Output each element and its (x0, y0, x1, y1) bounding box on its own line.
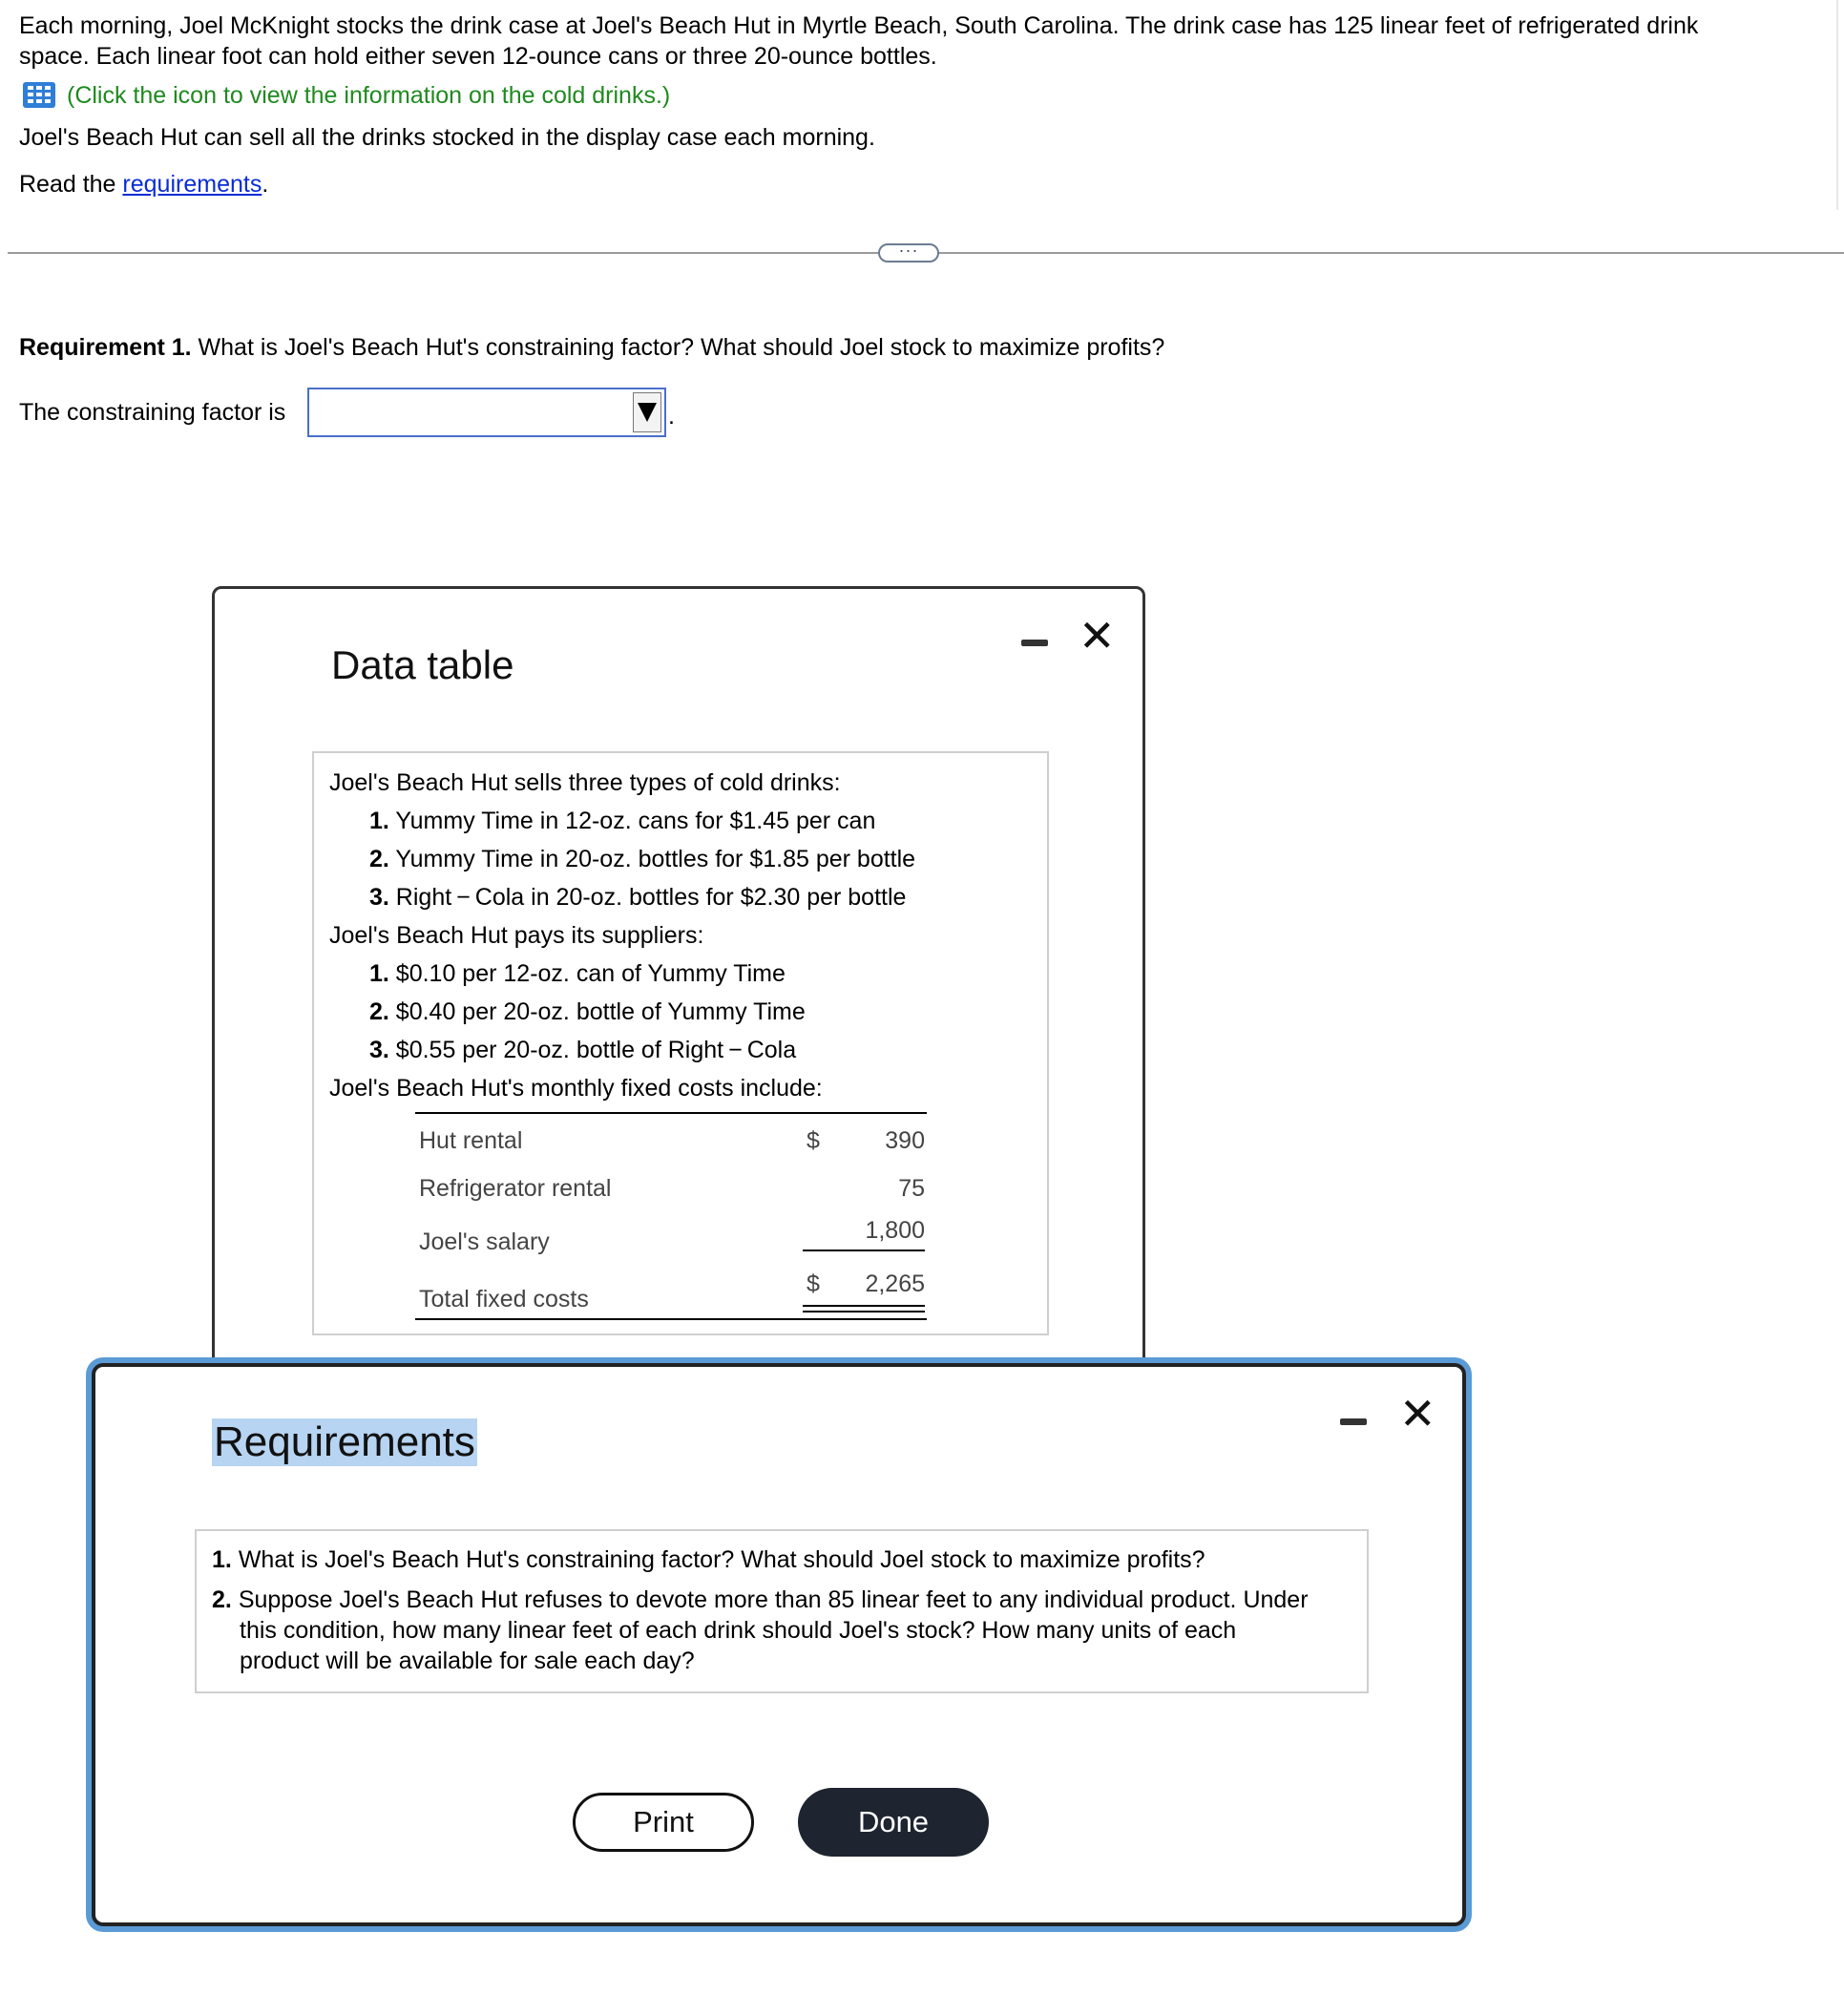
total-double-rule-2 (803, 1311, 925, 1312)
data-table-title: Data table (331, 642, 514, 687)
requirement-text: What is Joel's Beach Hut's constraining factor? What should Joel stock to maximize profits? (238, 1546, 1205, 1573)
data-table-dialog (212, 586, 1145, 1388)
constraining-factor-label: The constraining factor is (19, 399, 286, 426)
drink-num: 3. (369, 884, 389, 911)
drink-num: 2. (369, 846, 389, 872)
requirement-1-question (19, 332, 1164, 363)
data-table-icon[interactable] (23, 82, 55, 108)
cost-label: Hut rental (419, 1127, 523, 1154)
supplier-num: 1. (369, 960, 389, 987)
supplier-item (369, 998, 806, 1026)
table-top-rule (415, 1112, 927, 1114)
scrollbar-edge[interactable] (1836, 0, 1838, 210)
data-table-content (312, 751, 1049, 1335)
table-bottom-rule (415, 1318, 927, 1320)
problem-line-3: Joel's Beach Hut can sell all the drinks stocked in the display case each morning. (19, 124, 875, 151)
read-prefix: Read the (19, 171, 123, 198)
drink-item (369, 807, 875, 835)
requirements-link[interactable]: requirements (122, 171, 262, 198)
cost-value: 390 (885, 1127, 925, 1154)
drink-text: Yummy Time in 12-oz. cans for $1.45 per can (388, 808, 876, 834)
requirement-text-continued: this condition, how many linear feet of each drink should Joel's stock? How many units of each (240, 1617, 1237, 1644)
supplier-item (369, 959, 786, 988)
requirements-dialog (92, 1363, 1466, 1926)
supplier-text: $0.10 per 12-oz. can of Yummy Time (388, 960, 786, 987)
cost-currency: $ (807, 1127, 820, 1154)
subtotal-rule (803, 1250, 925, 1251)
problem-line-1: Each morning, Joel McKnight stocks the drink case at Joel's Beach Hut in Myrtle Beach, South Carolina. The drink case has 125 linear feet of refrigerated drink (19, 12, 1699, 39)
drink-text: Yummy Time in 20-oz. bottles for $1.85 per bottle (388, 846, 916, 872)
fixed-costs-intro: Joel's Beach Hut's monthly fixed costs include: (329, 1075, 823, 1102)
requirements-list (195, 1529, 1369, 1693)
info-link[interactable]: (Click the icon to view the information on the cold drinks.) (67, 82, 671, 109)
info-row[interactable] (23, 82, 55, 108)
minimize-icon[interactable] (1340, 1418, 1367, 1425)
supplier-num: 3. (369, 1037, 389, 1063)
cost-label: Joel's salary (419, 1228, 550, 1255)
done-button[interactable]: Done (798, 1788, 989, 1857)
requirement-text: Suppose Joel's Beach Hut refuses to devote more than 85 linear feet to any individual product. Under (238, 1586, 1309, 1613)
requirement-item (212, 1544, 1205, 1575)
drink-num: 1. (369, 808, 389, 834)
close-icon[interactable]: ✕ (1079, 610, 1116, 662)
drink-item (369, 883, 906, 912)
read-suffix: . (262, 171, 269, 198)
cost-label: Refrigerator rental (419, 1175, 612, 1202)
drink-text: Right − Cola in 20-oz. bottles for $2.30 per bottle (388, 884, 907, 911)
problem-line-2: space. Each linear foot can hold either seven 12-ounce cans or three 20-ounce bottles. (19, 43, 937, 70)
minimize-icon[interactable] (1021, 640, 1048, 646)
drinks-intro: Joel's Beach Hut sells three types of cold drinks: (329, 769, 841, 796)
total-label: Total fixed costs (419, 1286, 589, 1312)
dropdown-arrow-icon[interactable] (633, 392, 661, 432)
read-requirements-row (19, 169, 268, 200)
supplier-num: 2. (369, 998, 389, 1025)
requirement-item (212, 1585, 1309, 1615)
answer-period: . (668, 403, 675, 430)
suppliers-intro: Joel's Beach Hut pays its suppliers: (329, 922, 704, 949)
close-icon[interactable]: ✕ (1399, 1388, 1436, 1439)
expand-button[interactable]: ··· (878, 243, 939, 262)
requirement-1-text: What is Joel's Beach Hut's constraining factor? What should Joel stock to maximize profits? (191, 334, 1165, 361)
cost-value: 1,800 (865, 1217, 925, 1244)
requirement-num: 1. (212, 1546, 232, 1573)
supplier-item (369, 1036, 796, 1064)
requirements-title: Requirements (214, 1418, 475, 1465)
supplier-text: $0.55 per 20-oz. bottle of Right − Cola (388, 1037, 797, 1063)
total-currency: $ (807, 1270, 820, 1297)
print-button[interactable]: Print (573, 1793, 754, 1852)
requirement-text-continued: product will be available for sale each day? (240, 1648, 695, 1674)
total-double-rule-1 (803, 1305, 925, 1307)
constraining-factor-select[interactable] (307, 388, 666, 437)
total-value: 2,265 (865, 1270, 925, 1297)
drink-item (369, 845, 915, 873)
requirement-1-label: Requirement 1. (19, 334, 192, 361)
requirement-num: 2. (212, 1586, 232, 1613)
supplier-text: $0.40 per 20-oz. bottle of Yummy Time (388, 998, 806, 1025)
cost-value: 75 (898, 1175, 925, 1202)
